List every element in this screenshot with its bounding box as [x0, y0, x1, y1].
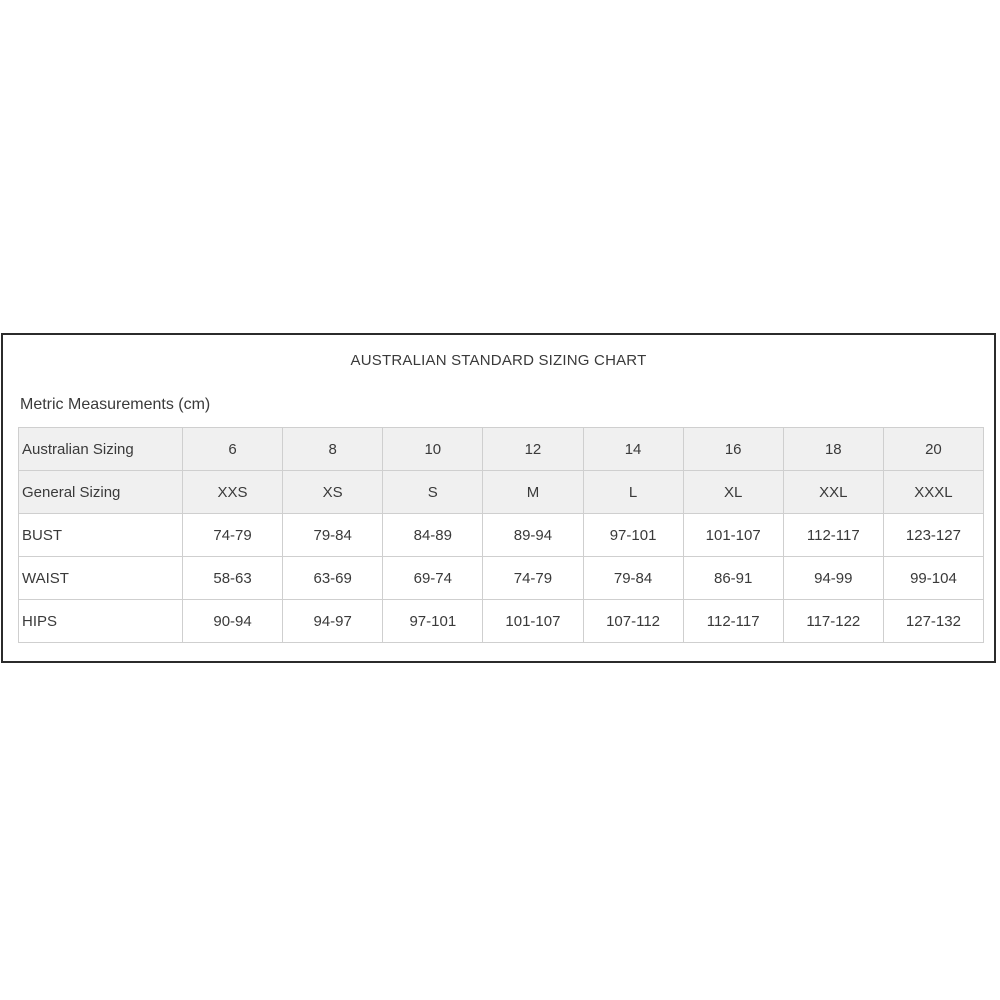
table-cell: 123-127: [883, 514, 983, 557]
table-cell: 69-74: [383, 557, 483, 600]
table-cell: 8: [283, 428, 383, 471]
table-cell: XS: [283, 471, 383, 514]
table-cell: 74-79: [483, 557, 583, 600]
table-cell: 58-63: [183, 557, 283, 600]
table-cell: 112-117: [683, 600, 783, 643]
row-label-hips: HIPS: [19, 600, 183, 643]
table-cell: 86-91: [683, 557, 783, 600]
table-cell: 101-107: [483, 600, 583, 643]
table-cell: M: [483, 471, 583, 514]
table-cell: XL: [683, 471, 783, 514]
table-cell: 117-122: [783, 600, 883, 643]
table-cell: 90-94: [183, 600, 283, 643]
table-cell: XXL: [783, 471, 883, 514]
table-cell: 112-117: [783, 514, 883, 557]
table-row-waist: [19, 557, 984, 600]
table-cell: 14: [583, 428, 683, 471]
table-cell: 84-89: [383, 514, 483, 557]
table-cell: L: [583, 471, 683, 514]
table-cell: 97-101: [383, 600, 483, 643]
table-cell: 63-69: [283, 557, 383, 600]
row-label-waist: WAIST: [19, 557, 183, 600]
table-cell: 16: [683, 428, 783, 471]
table-cell: 94-97: [283, 600, 383, 643]
table-cell: 79-84: [283, 514, 383, 557]
table-cell: 6: [183, 428, 283, 471]
table-cell: 101-107: [683, 514, 783, 557]
sizing-table-body: [19, 428, 984, 643]
table-cell: 127-132: [883, 600, 983, 643]
table-row-hips: [19, 600, 984, 643]
table-cell: 99-104: [883, 557, 983, 600]
table-row-bust: [19, 514, 984, 557]
sizing-chart-panel: [1, 333, 996, 663]
row-label-general-sizing: General Sizing: [19, 471, 183, 514]
sizing-table: [18, 427, 984, 643]
table-cell: 18: [783, 428, 883, 471]
row-label-australian-sizing: Australian Sizing: [19, 428, 183, 471]
table-cell: 107-112: [583, 600, 683, 643]
table-cell: 97-101: [583, 514, 683, 557]
table-cell: 89-94: [483, 514, 583, 557]
table-row-australian-sizing: [19, 428, 984, 471]
table-cell: 10: [383, 428, 483, 471]
table-cell: S: [383, 471, 483, 514]
table-cell: XXXL: [883, 471, 983, 514]
chart-subtitle: Metric Measurements (cm): [20, 396, 211, 413]
table-cell: 12: [483, 428, 583, 471]
table-cell: 79-84: [583, 557, 683, 600]
table-row-general-sizing: [19, 471, 984, 514]
table-cell: 74-79: [183, 514, 283, 557]
chart-title: AUSTRALIAN STANDARD SIZING CHART: [350, 352, 647, 369]
table-cell: XXS: [183, 471, 283, 514]
row-label-bust: BUST: [19, 514, 183, 557]
table-cell: 20: [883, 428, 983, 471]
table-cell: 94-99: [783, 557, 883, 600]
